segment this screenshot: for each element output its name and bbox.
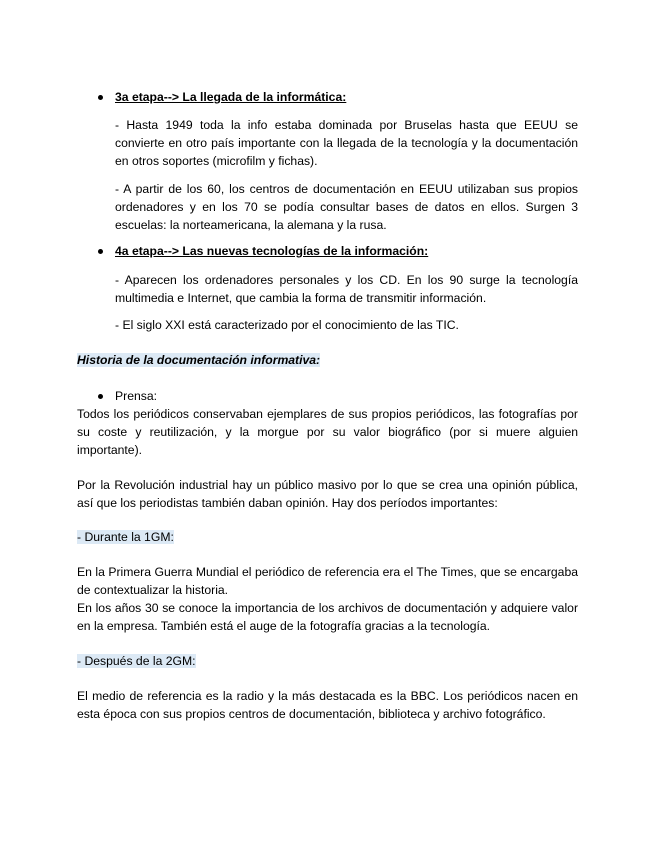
- after-2gm-row: [77, 652, 578, 670]
- stage3-paragraph-1: - Hasta 1949 toda la info estaba dominada por Bruselas hasta que EEUU se convierte en otro país importante con la llegada de la tecnología y la documentación en otros soportes (microfilm y fichas).: [115, 118, 578, 168]
- stage3-paragraph-2: - A partir de los 60, los centros de documentación en EEUU utilizaban sus propios ordenadores y en los 70 se podía consultar bases de datos en ellos. Surgen 3 escuelas: la norteamericana, la alemana y la rusa.: [115, 182, 578, 232]
- stage4-heading: 4a etapa--> Las nuevas tecnologías de la información:: [115, 244, 429, 258]
- press-label: Prensa:: [115, 389, 158, 403]
- history-title-row: [77, 351, 578, 369]
- bullet-dot-icon: [98, 95, 103, 100]
- press-paragraph: Todos los periódicos conservaban ejemplares de sus propios periódicos, las fotografías por su coste y reutilización, y la morgue por su valor biográfico (por si muere alguien importante).: [77, 407, 578, 457]
- during-1gm-paragraph-2: En los años 30 se conoce la importancia de los archivos de documentación y adquiere valor en la empresa. También está el auge de la fotografía gracias a la tecnología.: [77, 601, 578, 633]
- during-1gm-label: - Durante la 1GM:: [77, 530, 174, 544]
- during-1gm-paragraph-1: En la Primera Guerra Mundial el periódico de referencia era el The Times, que se encargaba de contextualizar la historia.: [77, 565, 578, 597]
- revolution-paragraph: Por la Revolución industrial hay un público masivo por lo que se crea una opinión pública, así que los periodistas también daban opinión. Hay dos períodos importantes:: [77, 478, 578, 510]
- bullet-dot-icon: [98, 249, 103, 254]
- history-title: Historia de la documentación informativa:: [77, 353, 321, 367]
- after-2gm-label: - Después de la 2GM:: [77, 654, 196, 668]
- stage3-heading: 3a etapa--> La llegada de la informática:: [115, 90, 347, 104]
- stage4-paragraph-1: - Aparecen los ordenadores personales y los CD. En los 90 surge la tecnología multimedia e Internet, que cambia la forma de transmitir información.: [115, 273, 578, 305]
- stage4-paragraph-2: - El siglo XXI está caracterizado por el conocimiento de las TIC.: [115, 318, 459, 332]
- during-1gm-row: [77, 528, 578, 546]
- bullet-dot-icon: [98, 394, 103, 399]
- after-2gm-paragraph: El medio de referencia es la radio y la más destacada es la BBC. Los periódicos nacen en esta época con sus propios centros de documentación, biblioteca y archivo fotográfico.: [77, 689, 578, 721]
